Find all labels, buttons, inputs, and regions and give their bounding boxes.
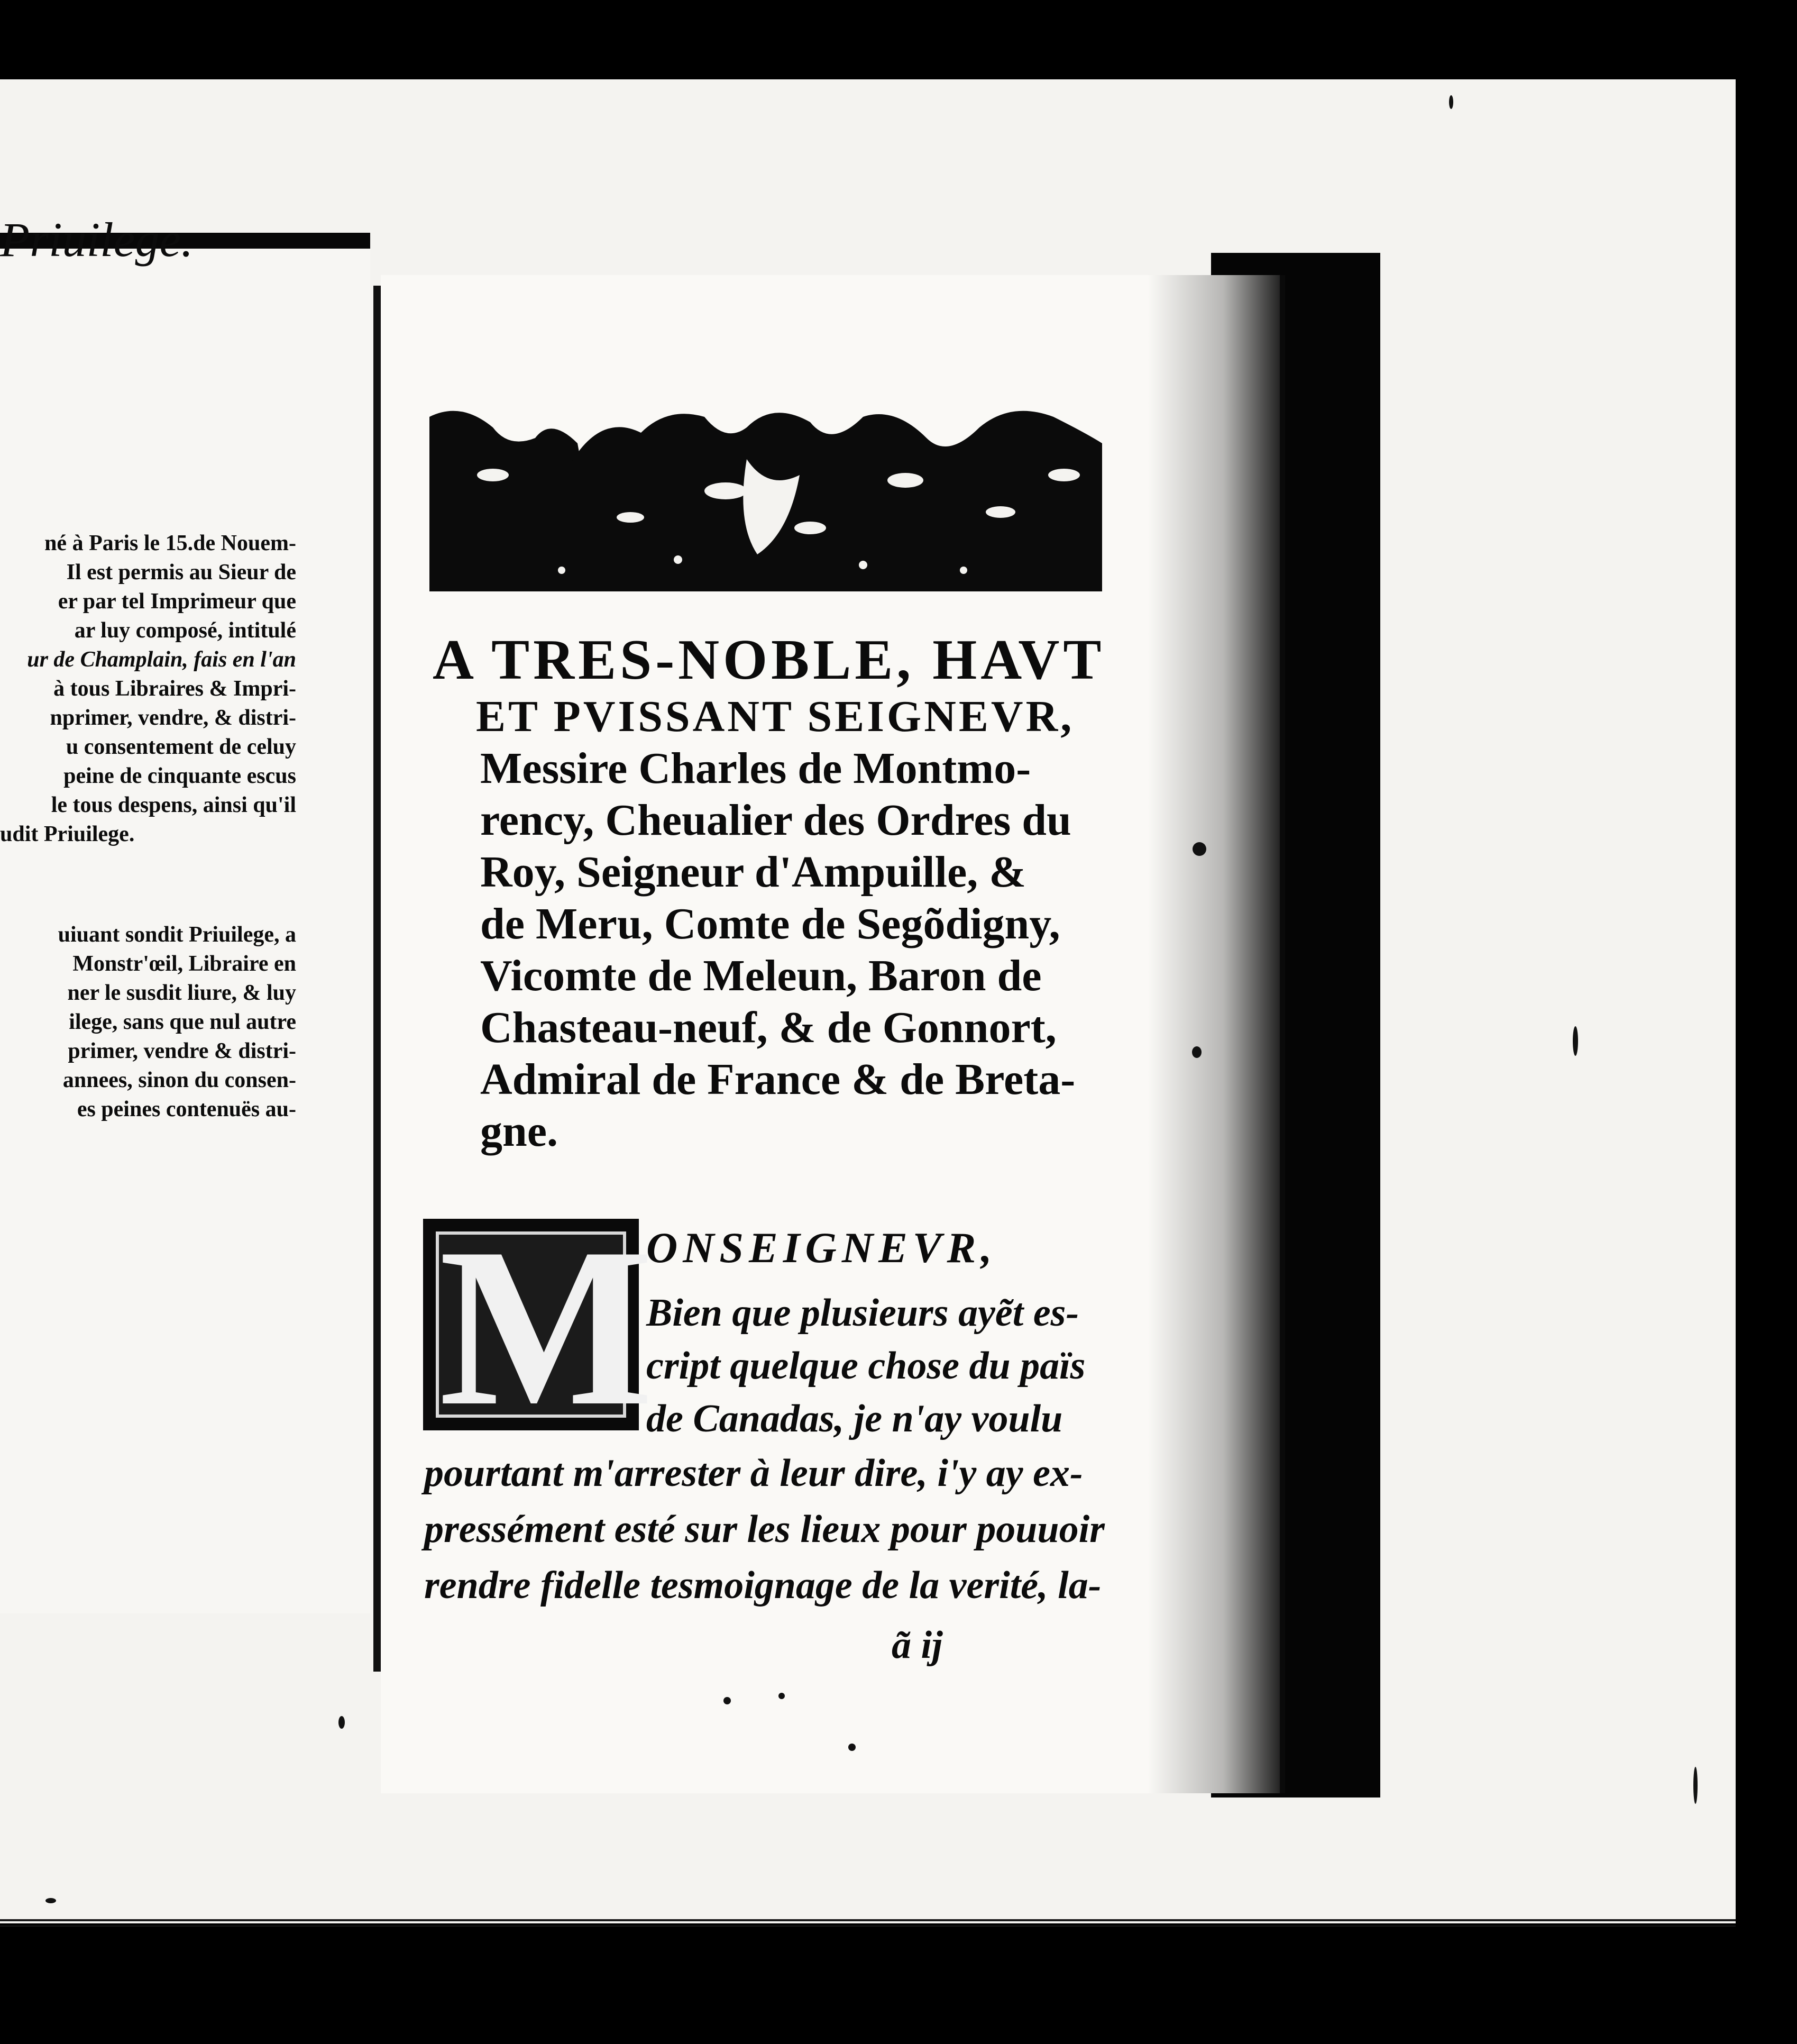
text-line: Il est permis au Sieur de <box>66 560 296 585</box>
title-line: gne. <box>480 1107 558 1156</box>
scan-rule <box>0 1926 1736 1927</box>
text-line: le tous despens, ainsi qu'il <box>51 793 296 817</box>
text-line: er par tel Imprimeur que <box>58 589 296 614</box>
text-line: Monstr'œil, Libraire en <box>72 952 296 976</box>
ornamental-headpiece <box>429 396 1102 591</box>
speck <box>723 1697 731 1704</box>
text-line: udit Priuilege. <box>0 822 135 846</box>
dedication-body <box>424 1445 1105 1613</box>
text-line: ner le susdit liure, & luy <box>67 981 296 1005</box>
dedication-body-start <box>646 1286 1085 1445</box>
dedication-title-line-1: A TRES-NOBLE, HAVT <box>433 628 1105 691</box>
signature-mark: ã ij <box>892 1623 943 1667</box>
text-line: ilege, sans que nul autre <box>69 1010 296 1034</box>
title-line: rency, Cheualier des Ordres du <box>480 796 1071 845</box>
text-line: ur de Champlain, fais en l'an <box>27 647 296 672</box>
body-line: Bien que plusieurs ayẽt es- <box>646 1291 1079 1335</box>
speck <box>1449 95 1453 109</box>
body-line: pressément esté sur les lieux pour pouuoir <box>424 1508 1105 1551</box>
initial-frame <box>436 1201 654 1453</box>
speck <box>1693 1767 1698 1804</box>
title-line: de Meru, Comte de Segõdigny, <box>480 899 1060 948</box>
page-fade-shadow <box>1148 275 1285 1793</box>
body-line: cript quelque chose du païs <box>646 1344 1086 1388</box>
title-line: Messire Charles de Montmo- <box>480 744 1031 793</box>
scan-rule <box>0 1919 1736 1921</box>
speck <box>1192 1046 1202 1058</box>
left-page-heading: Priuilege. <box>0 213 194 267</box>
salutation: ONSEIGNEVR, <box>646 1224 997 1272</box>
privilege-text-block-2 <box>0 920 296 1124</box>
text-line: annees, sinon du consen- <box>62 1068 296 1092</box>
title-line: Admiral de France & de Breta- <box>480 1055 1076 1104</box>
body-line: pourtant m'arrester à leur dire, i'y ay ex- <box>424 1452 1083 1495</box>
decorated-initial <box>423 1201 654 1453</box>
text-line: uiuant sondit Priuilege, a <box>58 923 296 947</box>
speck <box>45 1898 56 1903</box>
title-line: Roy, Seigneur d'Ampuille, & <box>480 847 1026 897</box>
text-line: nprimer, vendre, & distri- <box>50 706 296 730</box>
body-line: de Canadas, je n'ay voulu <box>646 1397 1063 1440</box>
dedication-title-body <box>480 743 1099 1157</box>
speck <box>848 1744 856 1751</box>
text-line: né à Paris le 15.de Nouem- <box>44 531 296 555</box>
title-line: Chasteau-neuf, & de Gonnort, <box>480 1003 1057 1052</box>
title-line: Vicomte de Meleun, Baron de <box>480 951 1042 1000</box>
text-line: primer, vendre & distri- <box>68 1039 296 1063</box>
initial-letter: M <box>439 1201 654 1453</box>
speck <box>338 1716 345 1729</box>
privilege-text-block-1 <box>0 529 296 849</box>
dedication-title-line-2: ET PVISSANT SEIGNEVR, <box>476 692 1075 741</box>
text-line: ar luy composé, intitulé <box>74 618 296 643</box>
page-gutter <box>373 286 381 1672</box>
text-line: u consentement de celuy <box>66 735 296 759</box>
speck <box>1193 842 1206 856</box>
text-line: peine de cinquante escus <box>63 764 296 788</box>
text-line: es peines contenuës au- <box>77 1097 296 1121</box>
speck <box>1573 1026 1578 1056</box>
speck <box>778 1693 785 1699</box>
text-line: à tous Libraires & Impri- <box>53 677 296 701</box>
body-line: rendre fidelle tesmoignage de la verité, la- <box>424 1564 1102 1607</box>
